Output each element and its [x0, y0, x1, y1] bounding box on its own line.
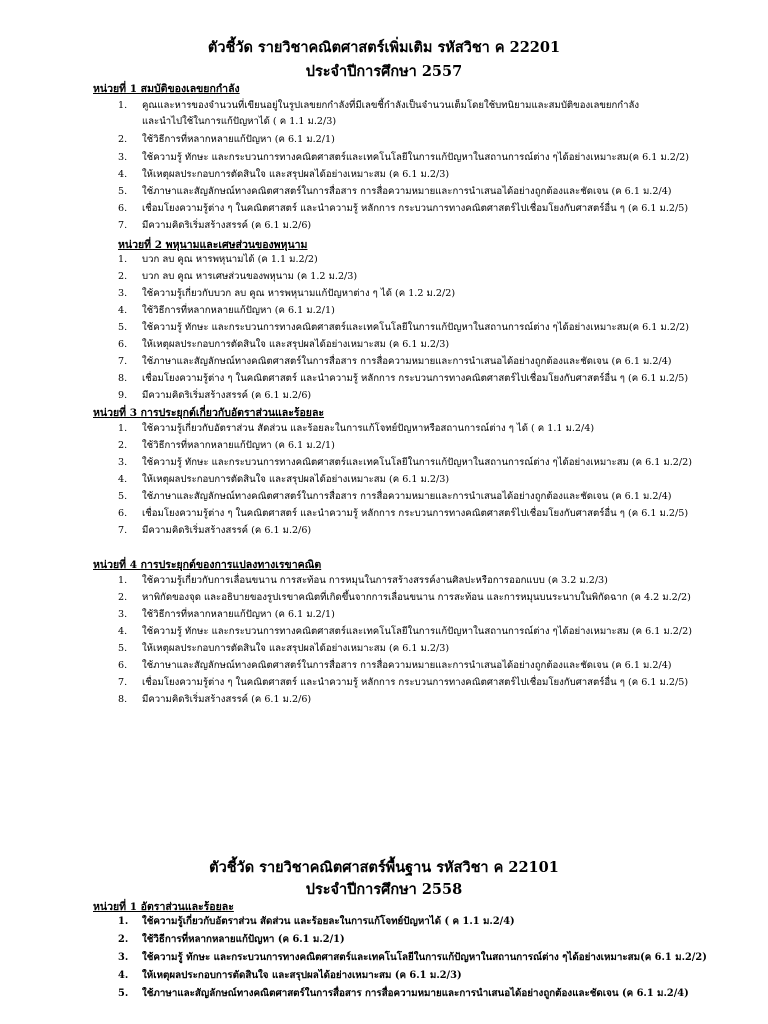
unit-heading: หน่วยที่ 4 การประยุกต์ของการแปลงทางเรขาคณิต	[93, 559, 322, 571]
unit-heading: หน่วยที่ 1 อัตราส่วนและร้อยละ	[93, 901, 234, 913]
unit-heading: หน่วยที่ 2 พหุนามและเศษส่วนของพหุนาม	[118, 239, 308, 251]
doc1-title: ตัวชี้วัด รายวิชาคณิตศาสตร์เพิ่มเติม รหัสวิชา ค 22201	[207, 39, 561, 56]
doc2-year: ประจำปีการศึกษา 2558	[305, 881, 463, 898]
unit-heading: หน่วยที่ 3 การประยุกต์เกี่ยวกับอัตราส่วนและร้อยละ	[93, 407, 325, 419]
unit-heading: หน่วยที่ 1 สมบัติของเลขยกกำลัง	[93, 83, 240, 95]
doc2-title: ตัวชี้วัด รายวิชาคณิตศาสตร์พื้นฐาน รหัสวิชา ค 22101	[209, 859, 559, 876]
document-page: ตัวชี้วัด รายวิชาคณิตศาสตร์เพิ่มเติม รหัสวิชา ค 22201 ประจำปีการศึกษา 2557 หน่วยที่ 1 สมบัติของเลขยกกำลัง 1. คูณและหารของจำนวนที่เขียนอยู่ในรูปเลขยกกำลังที่มีเลขชี้กำลังเป็นจำนวนเต็มโดยใช้บทนิยามและสมบัติของเลขยกกำลัง และนำไปใช้ในการแก้ปัญหาได้ ( ค 1.1 ม.2/3) 2. ใช้วิธีการที่หลากหลายแก้ปัญหา (ค 6.1 ม.2/1) 3. ใช้ความรู้ ทักษะ และกระบวนการทางคณิตศาสตร์และเทคโนโลยีในการแก้ปัญหาในสถานการณ์ต่าง ๆได้อย่างเหมาะสม(ค 6.1 ม.2/2) 4. ให้เหตุผลประกอบการตัดสินใจ และสรุปผลได้อย่างเหมาะสม (ค 6.1 ม.2/3) 5. ใช้ภาษาและสัญลักษณ์ทางคณิตศาสตร์ในการสื่อสาร การสื่อความหมายและการนำเสนอได้อย่างถูกต้องและชัดเจน (ค 6.1 ม.2/4) 6. เชื่อมโยงความรู้ต่าง ๆ ในคณิตศาสตร์ และนำความรู้ หลักการ กระบวนการทางคณิตศาสตร์ไปเชื่อมโยงกับศาสตร์อื่น ๆ (ค 6.1 ม.2/5) 7. มีความคิดริเริ่มสร้างสรรค์ (ค 6.1 ม.2/6) หน่วยที่ 2 พหุนามและเศษส่วนของพหุนาม 1. บวก ลบ คูณ หารพหุนามได้ (ค 1.1 ม.2/2) 2. บวก ลบ คูณ หารเศษส่วนของพหุนาม (ค 1.2 ม.2/3) 3. ใช้ความรู้เกี่ยวกับบวก ลบ คูณ หารพหุนามแก้ปัญหาต่าง ๆ ได้ (ค 1.2 ม.2/2) 4. ใช้วิธีการที่หลากหลายแก้ปัญหา (ค 6.1 ม.2/1) 5. ใช้ความรู้ ทักษะ และกระบวนการทางคณิตศาสตร์และเทคโนโลยีในการแก้ปัญหาในสถานการณ์ต่าง ๆได้อย่างเหมาะสม(ค 6.1 ม.2/2) 6. ให้เหตุผลประกอบการตัดสินใจ และสรุปผลได้อย่างเหมาะสม (ค 6.1 ม.2/3) 7. ใช้ภาษาและสัญลักษณ์ทางคณิตศาสตร์ในการสื่อสาร การสื่อความหมายและการนำเสนอได้อย่างถูกต้องและชัดเจน (ค 6.1 ม.2/4) 8. เชื่อมโยงความรู้ต่าง ๆ ในคณิตศาสตร์ และนำความรู้ หลักการ กระบวนการทางคณิตศาสตร์ไปเชื่อมโยงกับศาสตร์อื่น ๆ (ค 6.1 ม.2/5) 9. มีความคิดริเริ่มสร้างสรรค์ (ค 6.1 ม.2/6) หน่วยที่ 3 การประยุกต์เกี่ยวกับอัตราส่วนและร้อยละ 1. ใช้ความรู้เกี่ยวกับอัตราส่วน สัดส่วน และร้อยละในการแก้โจทย์ปัญหาหรือสถานการณ์ต่าง ๆ ได้ ( ค 1.1 ม.2/4) 2. ใช้วิธีการที่หลากหลายแก้ปัญหา (ค 6.1 ม.2/1) 3. ใช้ความรู้ ทักษะ และกระบวนการทางคณิตศาสตร์และเทคโนโลยีในการแก้ปัญหาในสถานการณ์ต่าง ๆได้อย่างเหมาะสม (ค 6.1 ม.2/2) 4. ให้เหตุผลประกอบการตัดสินใจ และสรุปผลได้อย่างเหมาะสม (ค 6.1 ม.2/3) 5. ใช้ภาษาและสัญลักษณ์ทางคณิตศาสตร์ในการสื่อสาร การสื่อความหมายและการนำเสนอได้อย่างถูกต้องและชัดเจน (ค 6.1 ม.2/4) 6. เชื่อมโยงความรู้ต่าง ๆ ในคณิตศาสตร์ และนำความรู้ หลักการ กระบวนการทางคณิตศาสตร์ไปเชื่อมโยงกับศาสตร์อื่น ๆ (ค 6.1 ม.2/5) 7. มีความคิดริเริ่มสร้างสรรค์ (ค 6.1 ม.2/6) หน่วยที่ 4 การประยุกต์ของการแปลงทางเรขาคณิต 1. ใช้ความรู้เกี่ยวกับการเลื่อนขนาน การสะท้อน การหมุนในการสร้างสรรค์งานศิลปะหรือการออกแบบ (ค 3.2 ม.2/3) 2. หาพิกัดของจุด และอธิบายของรูปเรขาคณิตที่เกิดขึ้นจากการเลื่อนขนาน การสะท้อน และการหมุนบนระนาบในพิกัดฉาก (ค 4.2 ม.2/2) 3. ใช้วิธีการที่หลากหลายแก้ปัญหา (ค 6.1 ม.2/1) 4. ใช้ความรู้ ทักษะ และกระบวนการทางคณิตศาสตร์และเทคโนโลยีในการแก้ปัญหาในสถานการณ์ต่าง ๆได้อย่างเหมาะสม (ค 6.1 ม.2/2) 5. ให้เหตุผลประกอบการตัดสินใจ และสรุปผลได้อย่างเหมาะสม (ค 6.1 ม.2/3) 6. ใช้ภาษาและสัญลักษณ์ทางคณิตศาสตร์ในการสื่อสาร การสื่อความหมายและการนำเสนอได้อย่างถูกต้องและชัดเจน (ค 6.1 ม.2/4) 7. เชื่อมโยงความรู้ต่าง ๆ ในคณิตศาสตร์ และนำความรู้ หลักการ กระบวนการทางคณิตศาสตร์ไปเชื่อมโยงกับศาสตร์อื่น ๆ (ค 6.1 ม.2/5) 8. มีความคิดริเริ่มสร้างสรรค์ (ค 6.1 ม.2/6) ตัวชี้วัด รายวิชาคณิตศาสตร์พื้นฐาน รหัสวิชา ค 22101 ประจำปีการศึกษา 2558 หน่วยที่ 1 อัตราส่วนและร้อยละ 1. ใช้ความรู้เกี่ยวกับอัตราส่วน สัดส่วน และร้อยละในการแก้โจทย์ปัญหาได้ ( ค 1.1 ม.2/4) 2. ใช้วิธีการที่หลากหลายแก้ปัญหา (ค 6.1 ม.2/1) 3. ใช้ความรู้ ทักษะ และกระบวนการทางคณิตศาสตร์และเทคโนโลยีในการแก้ปัญหาในสถานการณ์ต่าง ๆได้อย่างเหมาะสม(ค 6.1 ม.2/2) 4. ให้เหตุผลประกอบการตัดสินใจ และสรุปผลได้อย่างเหมาะสม (ค 6.1 ม.2/3) 5. ใช้ภาษาและสัญลักษณ์ทางคณิตศาสตร์ในการสื่อสาร การสื่อความหมายและการนำเสนอได้อย่างถูกต้องและชัดเจน (ค 6.1 ม.2/4)	[0, 0, 768, 1024]
doc1-year: ประจำปีการศึกษา 2557	[305, 63, 463, 80]
